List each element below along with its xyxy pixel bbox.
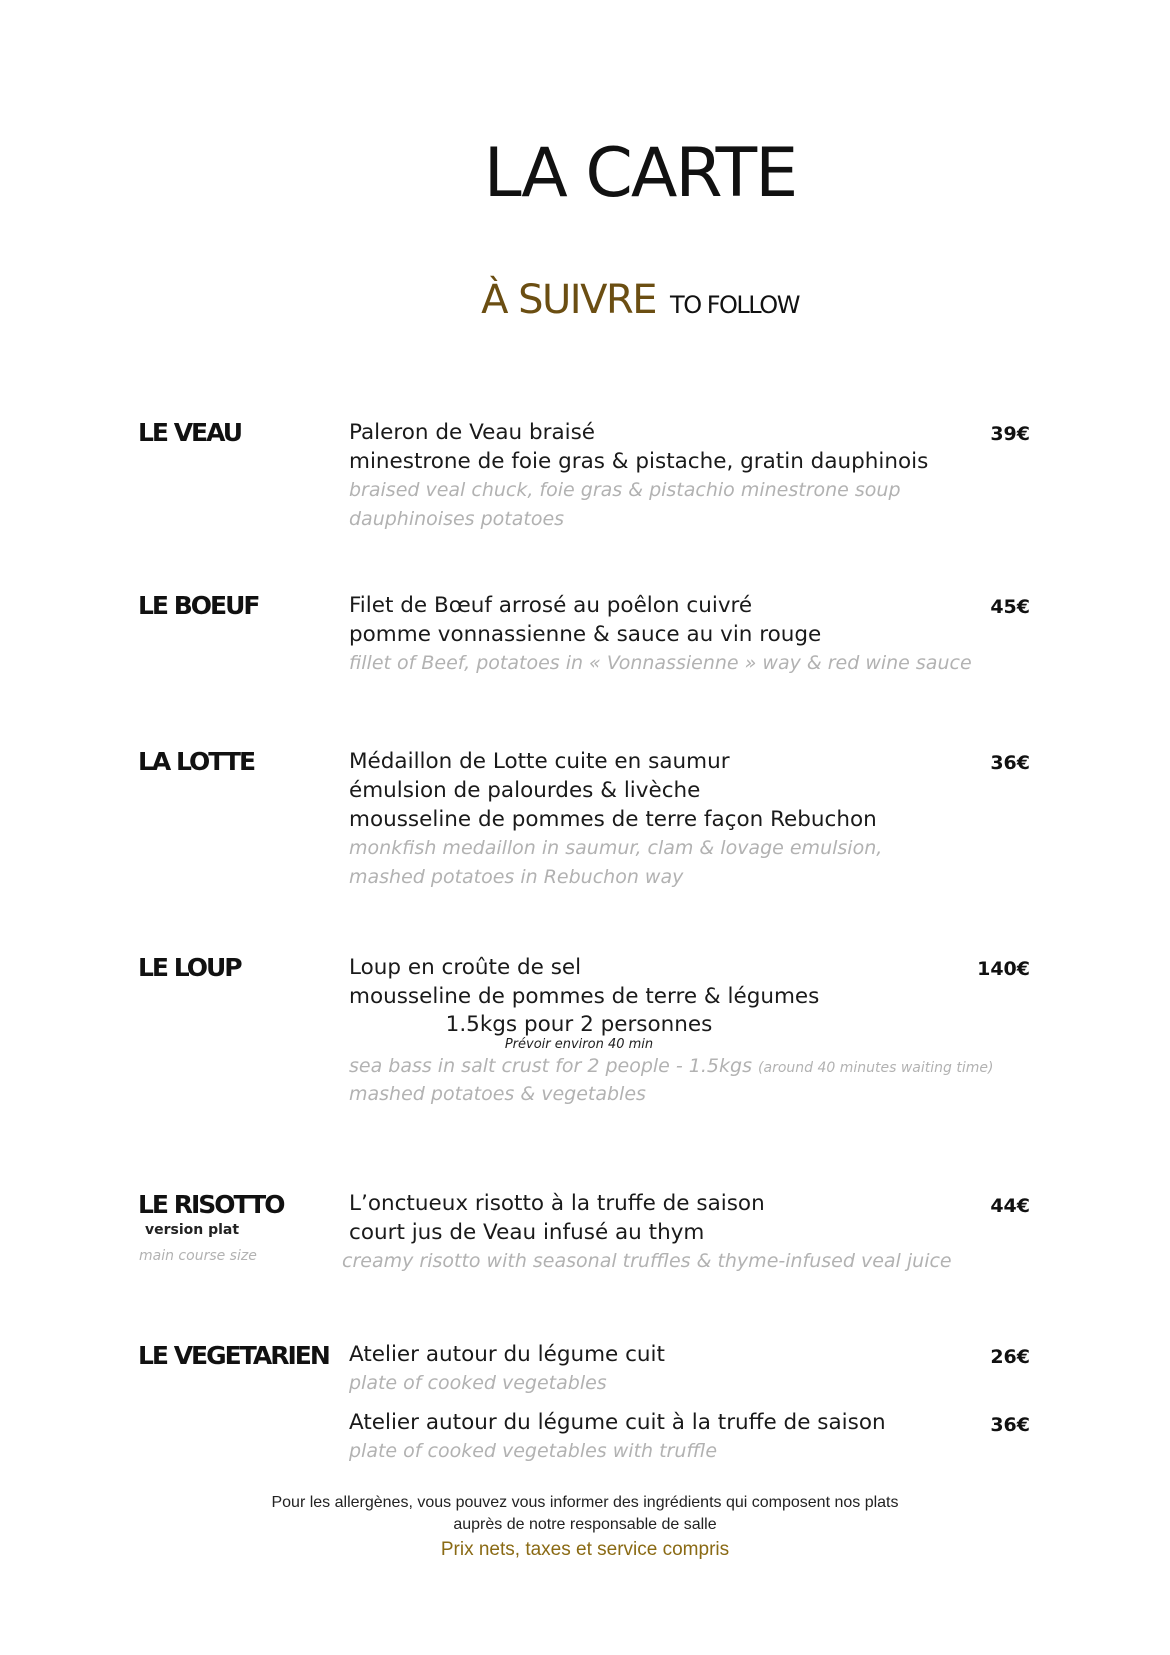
dish-fr-line: Atelier autour du légume cuit: [349, 1342, 665, 1367]
dish-fr-line: mousseline de pommes de terre façon Rebuchon: [349, 807, 877, 832]
dish-name-veau: LE VEAU: [138, 418, 242, 447]
dish-wait-note: (around 40 minutes waiting time): [758, 1060, 994, 1076]
dish-fr-line: pomme vonnassienne & sauce au vin rouge: [349, 622, 822, 647]
allergen-note-line-1: Pour les allergènes, vous pouvez vous informer des ingrédients qui composent nos plats: [271, 1494, 899, 1511]
dish-description-risotto: [342, 1189, 1049, 1276]
dish-en-line: plate of cooked vegetables: [349, 1372, 607, 1394]
dish-description-vegetarien-1: [349, 1340, 1049, 1398]
section-title-fr: À SUIVRE: [481, 277, 657, 323]
dish-price-risotto: 44€: [990, 1195, 1030, 1217]
dish-description-boeuf: [349, 591, 1049, 678]
dish-description-vegetarien-2: [349, 1408, 1049, 1466]
dish-price-vegetarien-1: 26€: [990, 1346, 1030, 1368]
dish-fr-line: Atelier autour du légume cuit à la truffe de saison: [349, 1410, 886, 1435]
dish-fr-line: Loup en croûte de sel: [349, 955, 582, 980]
section-heading: [0, 277, 1170, 323]
dish-fr-line: Médaillon de Lotte cuite en saumur: [349, 749, 730, 774]
dish-serving: 1.5kgs pour 2 personnes: [445, 1012, 713, 1037]
allergen-note-line-2: auprès de notre responsable de salle: [453, 1516, 717, 1533]
dish-en-line: fillet of Beef, potatoes in « Vonnassienne » way & red wine sauce: [349, 652, 972, 674]
dish-price-loup: 140€: [977, 958, 1030, 980]
section-title-en: TO FOLLOW: [670, 291, 799, 319]
dish-fr-line: minestrone de foie gras & pistache, gratin dauphinois: [349, 449, 929, 474]
dish-price-lotte: 36€: [990, 752, 1030, 774]
dish-prep-note: Prévoir environ 40 min: [504, 1037, 654, 1052]
dish-en-line: mashed potatoes in Rebuchon way: [349, 866, 684, 888]
dish-fr-line: L’onctueux risotto à la truffe de saison: [349, 1191, 765, 1216]
dish-subtitle-en: main course size: [139, 1248, 257, 1264]
dish-en-line: monkfish medaillon in saumur, clam & lovage emulsion,: [349, 837, 883, 859]
dish-en-line: [349, 1052, 1049, 1082]
page-title: LA CARTE: [483, 134, 797, 213]
dish-price-boeuf: 45€: [990, 596, 1030, 618]
dish-name-lotte: LA LOTTE: [138, 747, 255, 776]
dish-fr-line: émulsion de palourdes & livèche: [349, 778, 701, 803]
dish-fr-line: Paleron de Veau braisé: [349, 420, 596, 445]
dish-fr-line: Filet de Bœuf arrosé au poêlon cuivré: [349, 593, 753, 618]
dish-en-line: mashed potatoes & vegetables: [349, 1083, 646, 1105]
dish-name-risotto: LE RISOTTO: [138, 1190, 284, 1219]
price-note: Prix nets, taxes et service compris: [440, 1539, 730, 1560]
dish-en-line: creamy risotto with seasonal truffles & thyme-infused veal juice: [342, 1250, 952, 1272]
dish-en-line: plate of cooked vegetables with truffle: [349, 1440, 718, 1462]
dish-subtitle-fr: version plat: [145, 1222, 240, 1238]
dish-en-text: sea bass in salt crust for 2 people - 1.5kgs: [349, 1055, 752, 1077]
dish-en-line: dauphinoises potatoes: [349, 508, 565, 530]
dish-description-loup: [349, 953, 1049, 1106]
dish-name-vegetarien: LE VEGETARIEN: [138, 1341, 329, 1370]
dish-description-veau: [349, 418, 1049, 534]
dish-fr-line: mousseline de pommes de terre & légumes: [349, 984, 820, 1009]
dish-name-boeuf: LE BOEUF: [138, 591, 259, 620]
dish-description-lotte: [349, 747, 1049, 892]
footer: [0, 1492, 1170, 1564]
dish-en-line: braised veal chuck, foie gras & pistachio minestrone soup: [349, 479, 901, 501]
dish-name-loup: LE LOUP: [138, 953, 241, 982]
dish-price-vegetarien-2: 36€: [990, 1414, 1030, 1436]
dish-price-veau: 39€: [990, 423, 1030, 445]
dish-fr-line: court jus de Veau infusé au thym: [349, 1220, 705, 1245]
